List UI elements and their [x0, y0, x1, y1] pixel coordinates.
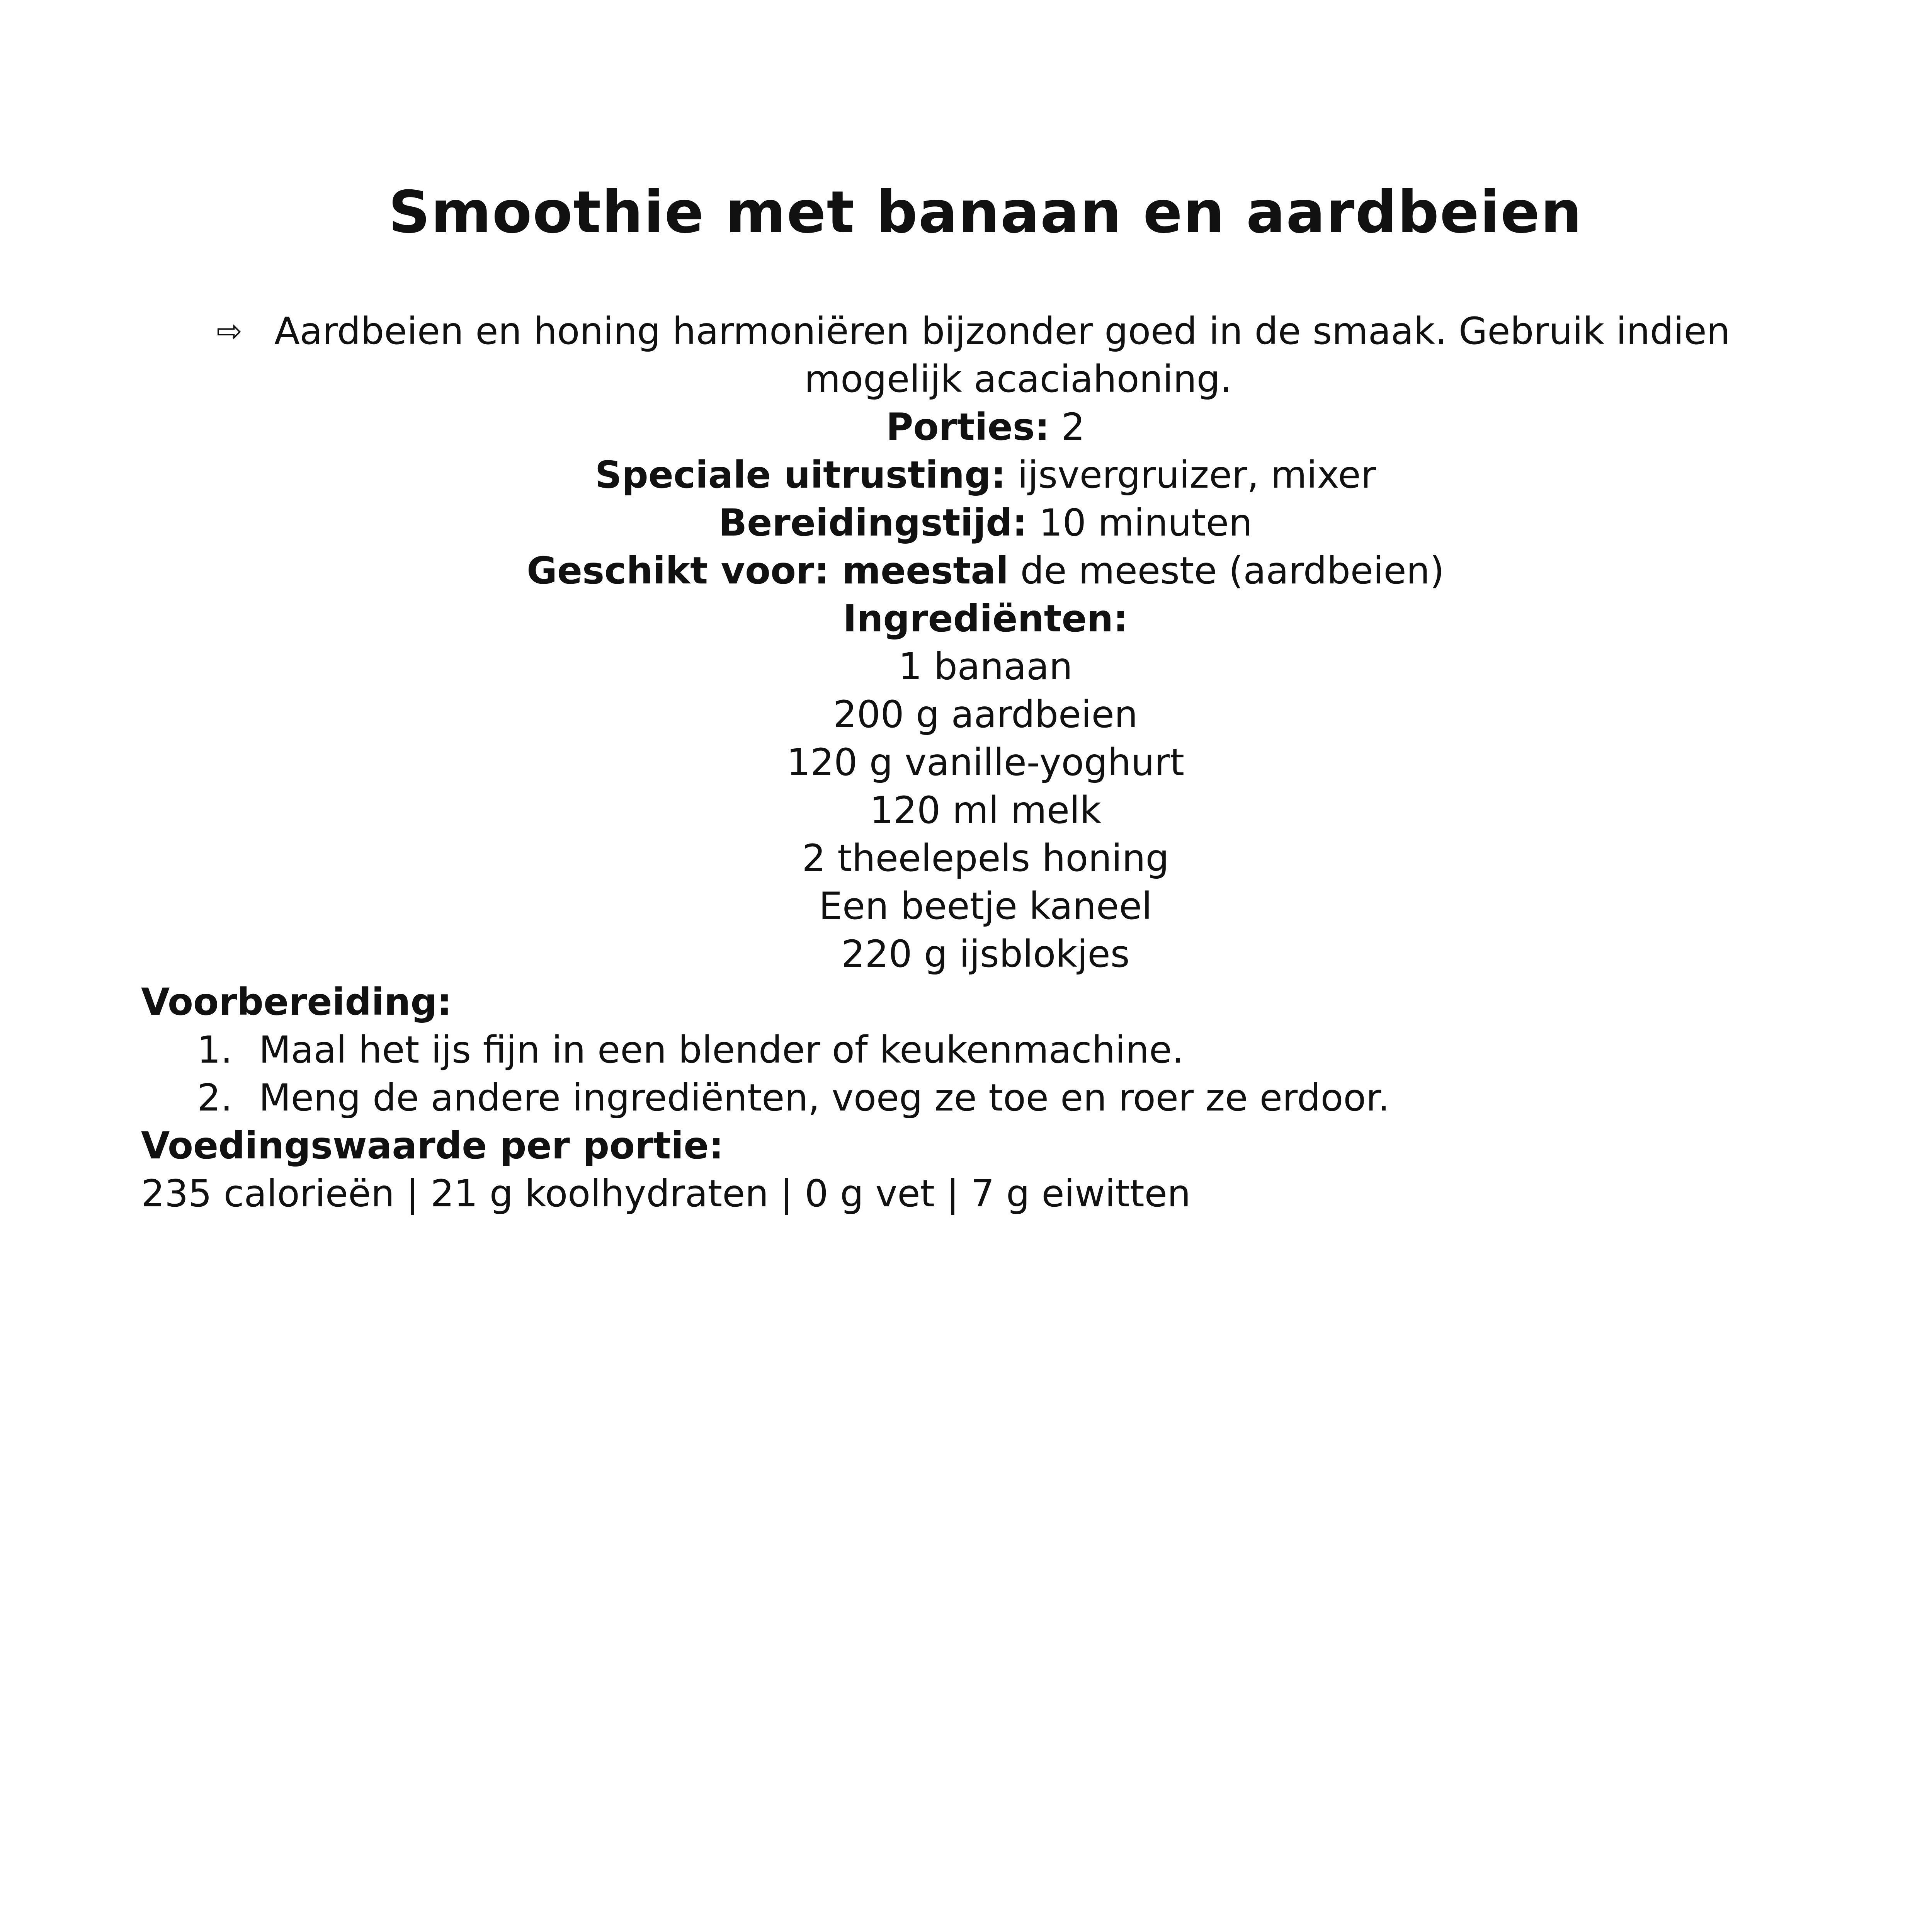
ingredient-item: Een beetje kaneel	[819, 884, 1152, 928]
ingredient-item: 120 ml melk	[869, 789, 1102, 832]
page-title: Smoothie met banaan en aardbeien	[388, 179, 1583, 246]
ingredient-item: 1 banaan	[898, 645, 1073, 688]
nutrition-values: 235 calorieën | 21 g koolhydraten | 0 g vet | 7 g eiwitten	[141, 1172, 1191, 1215]
nutrition-heading: Voedingswaarde per portie:	[141, 1124, 724, 1167]
ingredient-item: 120 g vanille-yoghurt	[787, 741, 1184, 784]
preparation-steps	[141, 1026, 1918, 1122]
ingredient-item: 2 theelepels honing	[802, 837, 1169, 880]
step-text: Meng de andere ingrediënten, voeg ze toe en roer ze erdoor.	[259, 1076, 1390, 1119]
meta-geschikt	[0, 547, 1932, 595]
ingredient-item: 220 g ijsblokjes	[841, 932, 1130, 976]
ingredient-item: 200 g aardbeien	[833, 693, 1138, 736]
uitrusting-value: ijsvergruizer, mixer	[1006, 453, 1376, 497]
meta-porties	[0, 403, 1932, 451]
step-number: 1.	[197, 1028, 233, 1071]
ingredients-list	[0, 595, 1932, 978]
geschikt-label: Geschikt voor: meestal	[527, 549, 1009, 592]
list-item	[141, 1074, 1918, 1122]
ingredients-heading: Ingrediënten:	[843, 597, 1128, 640]
meta-uitrusting	[0, 451, 1932, 499]
intro-line-2: mogelijk acaciahoning.	[804, 357, 1232, 401]
bereidingstijd-value: 10 minuten	[1027, 501, 1252, 544]
list-item	[141, 1026, 1918, 1074]
step-text: Maal het ijs fijn in een blender of keukenmachine.	[259, 1028, 1184, 1071]
bereidingstijd-label: Bereidingstijd:	[719, 501, 1027, 544]
recipe-meta	[0, 403, 1932, 595]
porties-value: 2	[1049, 405, 1085, 449]
geschikt-value: de meeste (aardbeien)	[1009, 549, 1444, 592]
meta-bereidingstijd	[0, 499, 1932, 547]
intro-note	[216, 307, 1762, 403]
right-arrow-icon: ⇨	[216, 313, 243, 349]
porties-label: Porties:	[886, 405, 1050, 449]
uitrusting-label: Speciale uitrusting:	[595, 453, 1006, 497]
intro-line-1: Aardbeien en honing harmoniëren bijzonder goed in de smaak. Gebruik indien	[274, 310, 1730, 353]
preparation-heading: Voorbereiding:	[141, 980, 452, 1024]
step-number: 2.	[197, 1076, 233, 1119]
